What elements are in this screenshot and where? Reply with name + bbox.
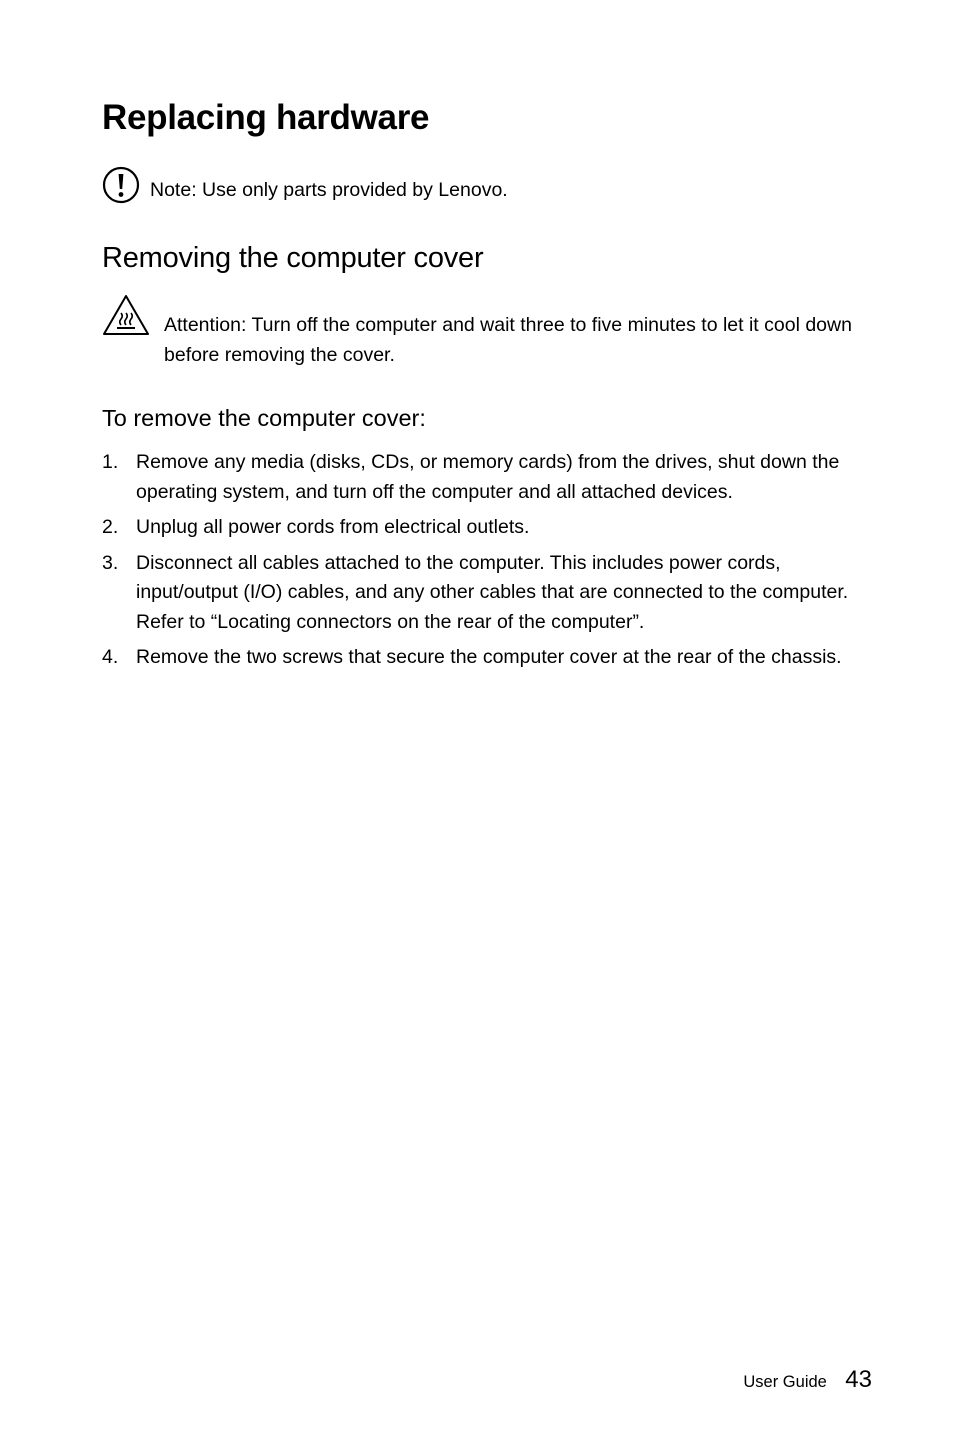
attention-label: Attention: [164,314,247,336]
hot-surface-warning-icon [102,293,150,337]
note-text [150,178,508,202]
step-text: Remove any media (disks, CDs, or memory cards) from the drives, shut down the operating system, and turn off the computer and all attached devices. [136,451,840,503]
step-text: Remove the two screws that secure the computer cover at the rear of the chassis. [136,646,842,668]
exclamation-circle-icon [102,166,140,204]
step-text: Unplug all power cords from electrical outlets. [136,516,530,538]
procedure-title: To remove the computer cover: [102,405,426,431]
list-item [102,448,872,507]
list-item [102,549,872,638]
note [102,166,862,206]
step-number: 3. [102,551,119,574]
step-number: 2. [102,516,119,538]
step-number: 4. [102,646,119,668]
page-title: Replacing hardware [102,98,430,137]
footer-label: User Guide [743,1373,827,1391]
section-title: Removing the computer cover [102,242,484,274]
note-body: Use only parts provided by Lenovo. [196,179,508,201]
list-item [102,643,872,673]
attention-body: Turn off the computer and wait three to five minutes to let it cool down before removing the cover. [164,314,852,366]
step-number: 1. [102,451,119,473]
page-footer [743,1366,872,1394]
page-number: 43 [845,1366,872,1393]
attention [102,293,862,373]
step-text: Disconnect all cables attached to the computer. This includes power cords, input/output (I/O) cables, and any other cables that are connected to the computer. Refer to “Locating connectors on the rear of the computer”. [136,551,849,633]
note-label: Note: [150,179,197,201]
list-item [102,513,872,543]
steps-list [102,448,872,679]
attention-text [164,311,854,370]
